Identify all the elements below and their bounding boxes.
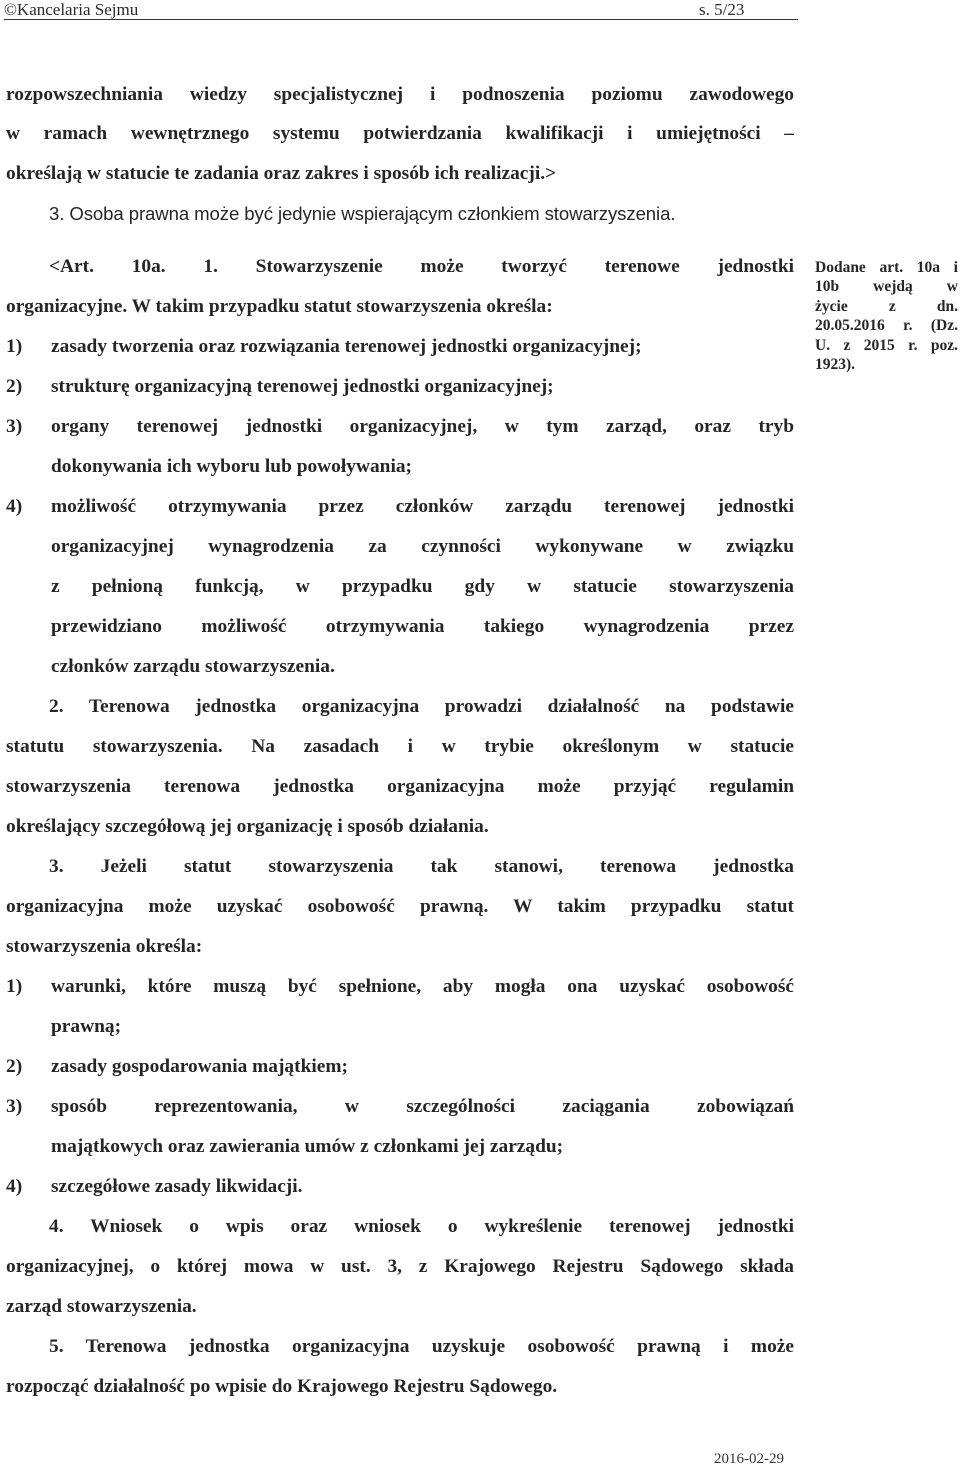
- sub-item-2: zasady gospodarowania majątkiem;: [51, 1056, 348, 1077]
- sub-item-1-line1: warunki, które muszą być spełnione, aby mogła ona uzyskać osobowość: [51, 976, 794, 997]
- item-number: 4): [6, 496, 23, 517]
- footer-date: 2016-02-29: [714, 1451, 784, 1467]
- body-line: określają w statucie te zadania oraz zakres i sposób ich realizacji.>: [6, 163, 557, 184]
- margin-note-line: Dodane art. 10a i: [815, 259, 958, 276]
- item-4-line4: przewidziano możliwość otrzymywania takiego wynagrodzenia przez: [51, 616, 794, 637]
- sub-item-4: szczegółowe zasady likwidacji.: [51, 1176, 303, 1197]
- item-4-line5: członków zarządu stowarzyszenia.: [51, 656, 335, 677]
- item-2: strukturę organizacyjną terenowej jednostki organizacyjnej;: [51, 376, 554, 397]
- item-4-line3: z pełnioną funkcją, w przypadku gdy w statucie stowarzyszenia: [51, 576, 794, 597]
- body-line: rozpowszechniania wiedzy specjalistycznej i podnoszenia poziomu zawodowego: [6, 84, 794, 105]
- paragraph-2-line3: stowarzyszenia terenowa jednostka organizacyjna może przyjąć regulamin: [6, 776, 794, 797]
- paragraph-2-line2: statutu stowarzyszenia. Na zasadach i w trybie określonym w statucie: [6, 736, 794, 757]
- item-number: 2): [6, 1056, 23, 1077]
- sub-item-3-line2: majątkowych oraz zawierania umów z członkami jej zarządu;: [51, 1136, 564, 1157]
- item-number: 2): [6, 376, 23, 397]
- margin-note: [815, 258, 958, 374]
- paragraph-3b-line2: organizacyjna może uzyskać osobowość prawną. W takim przypadku statut: [6, 896, 794, 917]
- item-number: 1): [6, 336, 23, 357]
- paragraph-5-line2: rozpocząć działalność po wpisie do Krajowego Rejestru Sądowego.: [6, 1376, 558, 1397]
- header-source: ©Kancelaria Sejmu: [4, 0, 139, 19]
- paragraph-2-line1: 2. Terenowa jednostka organizacyjna prowadzi działalność na podstawie: [49, 696, 794, 717]
- art-10a-line1: <Art. 10a. 1. Stowarzyszenie może tworzyć terenowe jednostki: [49, 256, 794, 277]
- art-10a-line2: organizacyjne. W takim przypadku statut stowarzyszenia określa:: [6, 296, 553, 317]
- paragraph-3: 3. Osoba prawna może być jedynie wspierającym członkiem stowarzyszenia.: [49, 203, 676, 224]
- article-10a-heading: [49, 247, 794, 287]
- item-number: 4): [6, 1176, 23, 1197]
- paragraph-2-line4: określający szczegółową jej organizację i sposób działania.: [6, 816, 489, 837]
- paragraph-4-line3: zarząd stowarzyszenia.: [6, 1296, 197, 1317]
- item-4-line1: możliwość otrzymywania przez członków zarządu terenowej jednostki: [51, 496, 794, 517]
- item-3-line2: dokonywania ich wyboru lub powoływania;: [51, 456, 412, 477]
- sub-item-3-line1: sposób reprezentowania, w szczególności zaciągania zobowiązań: [51, 1096, 794, 1117]
- margin-note-line: 20.05.2016 r. (Dz.: [815, 317, 958, 335]
- item-4-line2: organizacyjnej wynagrodzenia za czynności wykonywane w związku: [51, 536, 794, 557]
- art-10a-line2-wrap: [6, 287, 794, 327]
- sub-item-1-line2: prawną;: [51, 1016, 122, 1037]
- paragraph-4-line2: organizacyjnej, o której mowa w ust. 3, z Krajowego Rejestru Sądowego składa: [6, 1256, 794, 1277]
- item-3-line1: organy terenowej jednostki organizacyjnej, w tym zarząd, oraz tryb: [51, 416, 794, 437]
- item-number: 3): [6, 1096, 23, 1117]
- margin-note-line: 10b wejdą w: [815, 278, 958, 296]
- margin-note-line: U. z 2015 r. poz.: [815, 336, 958, 354]
- item-1: zasady tworzenia oraz rozwiązania terenowej jednostki organizacyjnej;: [51, 336, 642, 357]
- header-page-number: s. 5/23: [699, 0, 745, 19]
- header-divider: [4, 19, 798, 20]
- paragraph-5-line1: 5. Terenowa jednostka organizacyjna uzyskuje osobowość prawną i może: [49, 1336, 794, 1357]
- item-number: 1): [6, 976, 23, 997]
- paragraph-3b-line3: stowarzyszenia określa:: [6, 936, 203, 957]
- paragraph-4-line1: 4. Wniosek o wpis oraz wniosek o wykreślenie terenowej jednostki: [49, 1216, 794, 1237]
- body-line: w ramach wewnętrznego systemu potwierdzania kwalifikacji i umiejętności –: [6, 123, 794, 144]
- margin-note-line: 1923).: [815, 356, 856, 374]
- margin-note-line: życie z dn.: [815, 297, 958, 315]
- paragraph-3b-line1: 3. Jeżeli statut stowarzyszenia tak stanowi, terenowa jednostka: [49, 856, 794, 877]
- item-number: 3): [6, 416, 23, 437]
